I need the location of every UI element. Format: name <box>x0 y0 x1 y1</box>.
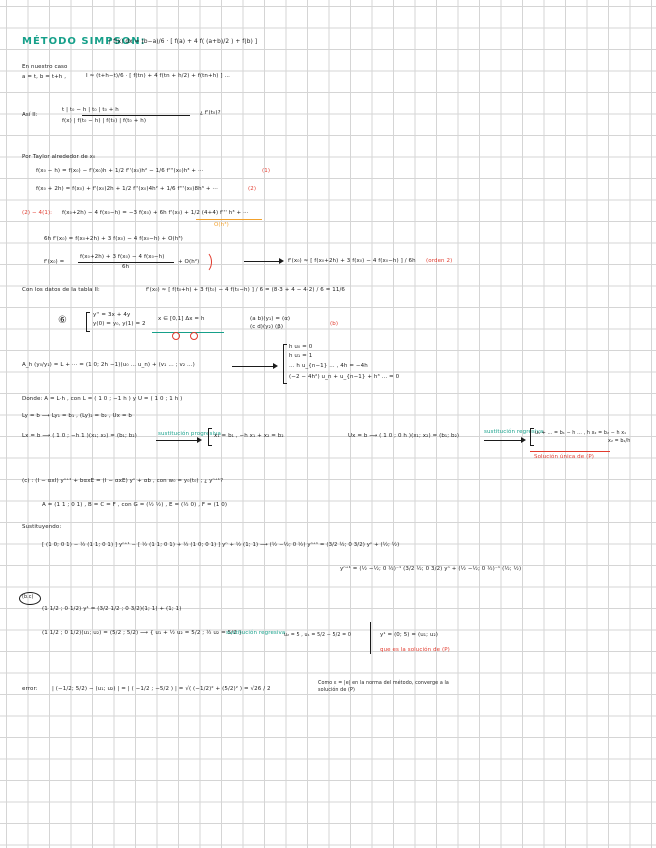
d-close-brace <box>370 622 371 654</box>
sys-b-2: y(0) = y₀, y(1) = 2 <box>93 321 146 327</box>
ux-result-tag: x₂ = b₂/h <box>608 439 631 444</box>
deriv-frac-bar <box>78 262 174 263</box>
sust-result: x₁ = b₁ , −h x₁ + x₂ = b₂ <box>214 433 284 439</box>
solucion-label: Solución única de (P) <box>534 454 594 460</box>
lx-arrow <box>156 440 200 441</box>
big-eq-1: [ (1 0; 0 1) − ½ (1 1; 0 1) ] yⁿ⁺¹ − [ ½ (1 1; 0 1) + ½ (1 0; 0 1) ] yⁿ + ½ (1; 1) ⟶ (½ −½; 0 ½) yⁿ⁺¹ = (3/2 ½; 0 3/2) yⁿ + (½; ½) <box>42 542 400 548</box>
mat-b-tag: (b) <box>330 321 339 327</box>
cases-2: h u₁ = 1 <box>289 353 313 359</box>
deriv-lhs: f'(x₀) = <box>44 259 65 265</box>
ah-line: A_h (y₀/y₁) = L + ··· = (1 0; 2h −1)(u₀ ... u_n) + (v₁ ... ; v₂ ...) <box>22 362 195 368</box>
sust-title: Sustituyendo: <box>22 524 62 530</box>
d-final-tag: que es la solución de (P) <box>380 647 450 653</box>
tabla-question: ¿ f'(t₀)? <box>200 110 221 116</box>
deriv-arrow <box>244 261 282 262</box>
solucion-underline <box>530 451 610 452</box>
cases-1: h u₀ = 0 <box>289 344 313 350</box>
simpson-formula: ∫ f(x) dx ≈ (b−a)/6 · [ f(a) + 4 f( (a+b)/2 ) + f(b) ] <box>108 39 258 45</box>
lx-eq: Lx = b ⟶ ( 1 0 ; −h 1 )(x₁; x₂) = (b₁; b₂) <box>22 433 137 439</box>
mat-b-2: (c d)(y₂) (β) <box>250 324 284 330</box>
deriv-frac-den: 6h <box>122 264 130 270</box>
cases-3: ... h u_{n−1} ... , 4h = −4h <box>289 363 368 369</box>
tabla-divider <box>82 115 190 116</box>
mat-b: (a b)(y₁) = (α) <box>250 316 291 322</box>
ux-brace <box>530 428 534 446</box>
d-final: y¹ = (0; 5) = (u₁; u₂) <box>380 632 439 638</box>
deriv-error: + O(h²) <box>178 259 200 265</box>
combo-highlight <box>196 219 262 220</box>
big-eq-2: yⁿ⁺¹ = (½ −½; 0 ½)⁻¹ (3/2 ½; 0 3/2) yⁿ + (½ −½; 0 ½)⁻¹ (½; ½) <box>340 566 522 572</box>
error-expr: | (−1/2; 5/2) − (u₁; u₂) | = | ( −1/2 ; −5/2 ) | = √( (−1/2)² + (5/2)² ) = √26 / 2 <box>52 686 271 692</box>
deriv-frac-num: f(x₀+2h) + 3 f(x₀) − 4 f(x₀−h) <box>80 254 165 260</box>
error-label: error: <box>22 686 38 692</box>
section-b-label: ⑥ <box>58 315 68 326</box>
sys-b-1: y'' = 3x + 4y <box>93 312 131 318</box>
taylor-1: f(x₀ − h) = f(x₀) − f'(x₀)h + 1/2 f''(x₀)h² − 1/6 f'''(x₀)h³ + ··· <box>36 168 204 174</box>
node-mark-1 <box>172 332 180 340</box>
taylor-intro: Por Taylor alrededor de x₀ <box>22 154 96 160</box>
a-b-values: a = t, b = t+h , <box>22 74 67 80</box>
tabla-row-2: f(x) | f(t₀ − h) | f(t₀) | f(t₀ + h) <box>62 118 147 124</box>
taylor-2-tag: (2) <box>248 186 257 192</box>
interval-axis <box>152 332 224 333</box>
deriv-error-circle <box>196 251 212 273</box>
ah-arrow <box>232 366 276 367</box>
combo-tag: (2) − 4(1): <box>22 210 53 216</box>
combo: f(x₀+2h) − 4 f(x₀−h) = −3 f(x₀) + 6h f'(x₀) + 1/2 (4+4) f''' h³ + ··· <box>62 210 249 216</box>
deriv-result: f'(x₀) ≈ [ f(x₀+2h) + 3 f(x₀) − 4 f(x₀−h) ] / 6h <box>288 258 416 264</box>
taylor-1-tag: (1) <box>262 168 271 174</box>
cases-brace <box>283 344 287 384</box>
tabla-row-1: t | t₀ − h | t₀ | t₀ + h <box>62 107 119 113</box>
interval: x ∈ [0,1] Δx = h <box>158 316 205 322</box>
d-eq-2: (1 1/2 ; 0 1/2)(u₁; u₂) = (5/2 ; 5/2) ⟶ { u₁ + ½ u₂ = 5/2 ; ½ u₂ = 5/2 } <box>42 630 243 636</box>
combo-order: O(h³) <box>214 222 229 228</box>
ux-arrow <box>484 440 524 441</box>
lx-brace <box>208 428 212 446</box>
node-mark-2 <box>190 332 198 340</box>
cases-4: (−2 − 4h²) u_n + u_{n−1} + h³ ... = 0 <box>289 374 400 380</box>
tabla-label: Así II: <box>22 112 38 118</box>
ly-eq: Ly = b ⟶ Ly₁ = b₁ , (Ly)₂ = b₂ , Ux = b <box>22 413 132 419</box>
nuestro-caso: En nuestro caso <box>22 64 68 70</box>
datos-tabla: Con los datos de la tabla II: <box>22 287 100 293</box>
error-note: Como ε = |e| en la norma del método, converge a la solución de (P) <box>318 681 449 693</box>
integral-approx: I ≈ (t+h−t)/6 · [ f(tn) + 4 f(tn + h/2) + f(tn+h) ] ... <box>86 73 231 79</box>
sec-c-line: (c) : (I − αxI) yⁿ⁺¹ + bαxE = (I − αxE) yⁿ + αb , con w₀ = y₀(t₀) ; ¿ yⁿ⁺¹? <box>22 478 224 484</box>
d-res: u₂ = 5 , u₁ = 5/2 − 5/2 = 0 <box>284 633 352 638</box>
d-sust: sustitución regresiva <box>226 630 286 636</box>
donde-line: Donde: A = L·h , con L = ( 1 0 ; −1 h ) y U = ( 1 0 ; 1 h ) <box>22 396 183 402</box>
taylor-2: f(x₀ + 2h) = f(x₀) + f'(x₀)2h + 1/2 f''(x₀)4h² + 1/6 f'''(x₀)8h³ + ··· <box>36 186 218 192</box>
sust-regresiva: sustitución regresiva <box>484 429 544 435</box>
d-eq-1: (1 1/2 ; 0 1/2) y¹ = (3/2 1/2 ; 0 3/2)(1; 1) + (1; 1) <box>42 606 182 612</box>
sec-c-def: A = (1 1 ; 0 1) , B = C = F , con G = (½ ½) , E = (½ 0) , F = (1 0) <box>42 502 228 508</box>
page-title: MÉTODO SIMPSON: <box>22 36 146 47</box>
ux-result: u₁ + ... = b₁ − h ... , h x₂ = b₂ − h x₁ <box>535 431 627 436</box>
ux-eq: Ux = b ⟶ ( 1 0 ; 0 h )(x₁; x₂) = (b₁; b₂) <box>348 433 460 439</box>
datos-calc: f'(x₀) ≈ [ f(t₀+h) + 3 f(t₀) − 4 f(t₀−h) ] / 6 = (8·3 + 4 − 4·2) / 6 = 11/6 <box>146 287 346 293</box>
sec-d-label: (b.c) <box>22 595 34 600</box>
sys-b-brace <box>86 312 90 332</box>
deriv-line-1: 6h f'(x₀) = f(x₀+2h) + 3 f(x₀) − 4 f(x₀−h) + O(h³) <box>44 236 183 242</box>
deriv-result-tag: (orden 2) <box>426 258 453 264</box>
sust-progresiva: sustitución progresiva <box>158 431 221 437</box>
